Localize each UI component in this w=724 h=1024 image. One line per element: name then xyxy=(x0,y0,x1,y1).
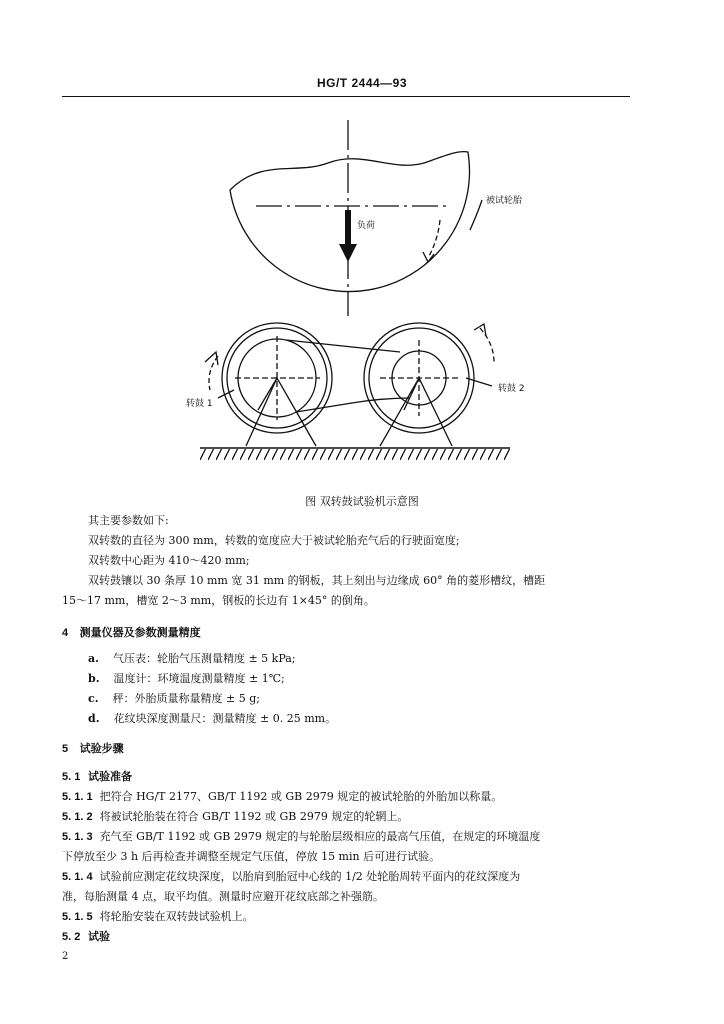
twin-drum-machine-diagram xyxy=(0,0,724,480)
list-item xyxy=(88,692,260,705)
page-number: 2 xyxy=(62,951,69,962)
clause-5-1-3 xyxy=(62,830,540,844)
clause-5-1-3-continuation: 下停放至少 3 h 后再检查并调整至规定气压值，停放 15 min 后可进行试验。 xyxy=(62,850,441,863)
params-intro: 其主要参数如下: xyxy=(88,514,169,527)
section-5-title: 试验步骤 xyxy=(79,742,124,755)
clause-5-1-5 xyxy=(62,910,254,924)
drum-1-support xyxy=(246,378,316,446)
load-label: 负荷 xyxy=(357,221,376,231)
section-4-title: 测量仪器及参数测量精度 xyxy=(79,626,201,639)
clause-5-1-4-continuation: 准，每胎测量 4 点，取平均值。测量时应避开花纹底部之补强筋。 xyxy=(62,890,384,903)
subsection-title: 试验 xyxy=(88,930,111,943)
list-item-text: 花纹块深度测量尺：测量精度 ± 0. 25 mm。 xyxy=(113,712,337,725)
section-5-heading xyxy=(62,742,124,756)
drum-2-rotation-arrow xyxy=(480,328,494,362)
drum-2-label: 转鼓 2 xyxy=(498,384,525,394)
list-item-mark: c. xyxy=(88,692,99,705)
load-arrow-head xyxy=(339,244,357,262)
section-5-number: 5 xyxy=(62,743,69,755)
load-arrow-shaft xyxy=(345,210,351,244)
ground-hatch xyxy=(200,449,510,461)
list-item-mark: d. xyxy=(88,712,100,725)
params-diameter: 双转数的直径为 300 mm，转数的宽度应大于被试轮胎充气后的行驶面宽度; xyxy=(88,534,460,547)
clause-number: 5. 1. 4 xyxy=(62,871,93,883)
clause-text: 将轮胎安装在双转鼓试验机上。 xyxy=(99,910,254,923)
list-item xyxy=(88,652,296,665)
subsection-title: 试验准备 xyxy=(88,770,133,783)
clause-text: 将被试轮胎装在符合 GB/T 1192 或 GB 2979 规定的轮辋上。 xyxy=(99,810,409,823)
clause-number: 5. 1. 2 xyxy=(62,811,93,823)
document-code-header: HG/T 2444—93 xyxy=(316,76,408,90)
list-item-text: 秤：外胎质量称量精度 ± 5 g; xyxy=(112,692,260,705)
list-item-mark: a. xyxy=(88,652,99,665)
drum-2-support xyxy=(380,378,452,446)
list-item-mark: b. xyxy=(88,672,100,685)
drum-1-label: 转鼓 1 xyxy=(186,399,213,409)
clause-5-1-2 xyxy=(62,810,408,824)
clause-number: 5. 1. 1 xyxy=(62,791,93,803)
params-center-distance: 双转数中心距为 410～420 mm; xyxy=(88,554,250,567)
list-item xyxy=(88,672,285,685)
tire-label: 被试轮胎 xyxy=(486,196,523,206)
subsection-number: 5. 2 xyxy=(62,931,81,943)
section-4-heading xyxy=(62,626,201,640)
clause-number: 5. 1. 3 xyxy=(62,831,93,843)
figure-caption: 图 双转鼓试验机示意图 xyxy=(305,495,419,508)
list-item-text: 气压表：轮胎气压测量精度 ± 5 kPa; xyxy=(112,652,296,665)
clause-text: 试验前应测定花纹块深度，以胎肩到胎冠中心线的 1/2 处轮胎周转平面内的花纹深度为 xyxy=(99,870,521,883)
clause-5-1-4 xyxy=(62,870,520,884)
clause-text: 把符合 HG/T 2177、GB/T 1192 或 GB 2979 规定的被试轮胎的外胎加以称量。 xyxy=(99,790,503,803)
list-item-text: 温度计：环境温度测量精度 ± 1℃; xyxy=(113,672,285,685)
clause-5-1-1 xyxy=(62,790,502,804)
section-4-number: 4 xyxy=(62,627,69,639)
list-item xyxy=(88,712,336,725)
subsection-5-1-heading xyxy=(62,770,132,784)
subsection-5-2-heading xyxy=(62,930,110,944)
params-inlay-line2: 15～17 mm，槽宽 2～3 mm，钢板的长边有 1×45° 的倒角。 xyxy=(62,594,375,607)
clause-text: 充气至 GB/T 1192 或 GB 2979 规定的与轮胎层级相应的最高气压值，在规定的环境温度 xyxy=(99,830,541,843)
subsection-number: 5. 1 xyxy=(62,771,81,783)
params-inlay-line1: 双转鼓镶以 30 条厚 10 mm 宽 31 mm 的钢板，其上刻出与边缘成 60° 角的菱形槽纹，槽距 xyxy=(88,574,546,587)
drum-1-rotation-arrow xyxy=(209,356,218,390)
clause-number: 5. 1. 5 xyxy=(62,911,93,923)
